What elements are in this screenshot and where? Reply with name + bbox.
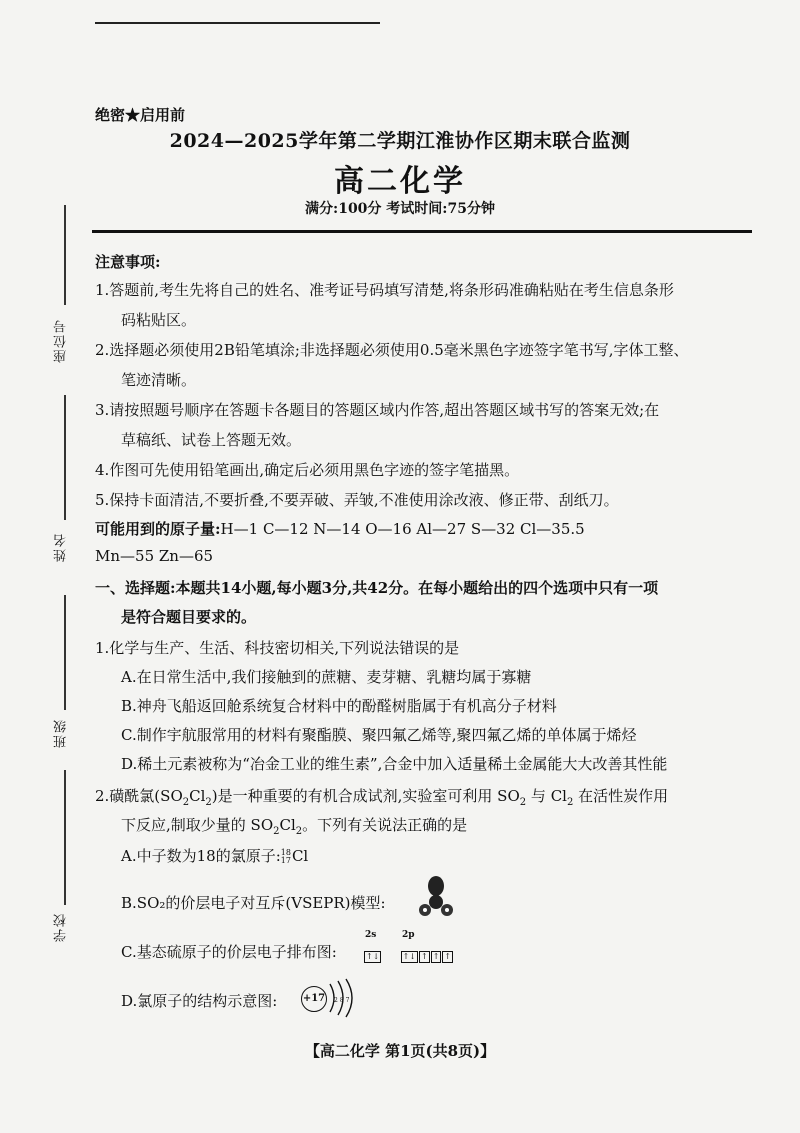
- q1-option-c: C.制作宇航服常用的材料有聚酯膜、聚四氟乙烯等,聚四氟乙烯的单体属于烯烃: [121, 726, 637, 744]
- orbital-box: ↑↓: [366, 952, 380, 961]
- section1-title: 一、选择题:本题共14小题,每小题3分,共42分。在每小题给出的四个选项中只有一项: [95, 579, 659, 597]
- note-line: 草稿纸、试卷上答题无效。: [121, 431, 302, 449]
- q2-option-c: [121, 941, 337, 962]
- nucleus-icon: +17: [301, 986, 327, 1012]
- isotope-mass-number: 18: [280, 848, 291, 857]
- class-rule: [64, 595, 66, 710]
- q2-stem-part: 2.磺酰氯(: [95, 787, 161, 805]
- atomic-masses-line2: Mn—55 Zn—65: [95, 547, 214, 565]
- q2-stem-cont: 下反应,制取少量的 $SO_2Cl_2$。下列有关说法正确的是: [121, 816, 468, 837]
- q2-stem-part: 在活性炭作用: [578, 787, 669, 805]
- page-footer: 【高二化学 第1页(共8页)】: [304, 1042, 496, 1060]
- q2-option-b-text: B.SO₂的价层电子对互斥(VSEPR)模型:: [121, 894, 386, 912]
- note-line: 5.保持卡面清洁,不要折叠,不要弄破、弄皱,不准使用涂改液、修正带、刮纸刀。: [95, 491, 619, 509]
- note-line: 笔迹清晰。: [121, 371, 197, 389]
- orbital-box: ↑: [421, 952, 428, 961]
- atomic-masses-label: 可能用到的原子量:: [95, 520, 221, 538]
- school-label: 学校: [54, 912, 69, 942]
- orbital-2s-label: 2s: [365, 930, 377, 940]
- header-rule: [92, 230, 752, 233]
- orbital-box: ↑: [444, 952, 452, 961]
- q1-option-a: A.在日常生活中,我们接触到的蔗糖、麦芽糖、乳糖均属于寡糖: [121, 668, 532, 686]
- q2-option-a: [121, 845, 308, 866]
- q1-option-d: D.稀土元素被称为“冶金工业的维生素”,合金中加入适量稀土金属能大大改善其性能: [121, 755, 668, 773]
- orbital-2p-label: 2p: [402, 930, 415, 940]
- section1-title-cont: 是符合题目要求的。: [121, 608, 257, 626]
- q2-option-a-text: A.中子数为18的氯原子:: [121, 847, 281, 865]
- atomic-masses-line1: [95, 518, 585, 539]
- orbital-box: ↑↓: [402, 952, 416, 961]
- note-line: 3.请按照题号顺序在答题卡各题目的答题区域内作答,超出答题区域书写的答案无效;在: [95, 401, 660, 419]
- subject-title: 高二化学: [334, 164, 466, 199]
- q2-stem-part: 与: [530, 787, 546, 805]
- q2-option-d-text: D.氯原子的结构示意图:: [121, 992, 278, 1010]
- q1-option-b: B.神舟飞船返回舱系统复合材料中的酚醛树脂属于有机高分子材料: [121, 697, 557, 715]
- atomic-masses-values: H—1 C—12 N—14 O—16 Al—27 S—32 Cl—35.5: [220, 520, 585, 538]
- exam-title: 2024—2025学年第二学期江淮协作区期末联合监测: [169, 130, 631, 152]
- electron-counts: 287: [334, 997, 352, 1004]
- note-line: 1.答题前,考生先将自己的姓名、准考证号码填写清楚,将条形码准确粘贴在考生信息条形: [95, 281, 674, 299]
- note-line: 码粘贴区。: [121, 311, 197, 329]
- note-line: 2.选择题必须使用2B铅笔填涂;非选择题必须使用0.5毫米黑色字迹签字笔书写,字体工整、: [95, 341, 689, 359]
- name-label: 姓名: [54, 532, 69, 562]
- q2-stem-part: )是一种重要的有机合成试剂,实验室可利用: [211, 787, 493, 805]
- q2-stem-part: 。下列有关说法正确的是: [302, 816, 468, 834]
- note-line: 4.作图可先使用铅笔画出,确定后必须用黑色字迹的签字笔描黑。: [95, 461, 520, 479]
- notes-title: 注意事项:: [95, 253, 161, 271]
- secret-label: 绝密★启用前: [95, 106, 186, 124]
- q2-option-b: [121, 892, 386, 913]
- q2-stem: 2.磺酰氯$(SO_2Cl_2)$是一种重要的有机合成试剂,实验室可利用 $SO_2$ 与 $Cl_2$ 在活性炭作用: [95, 787, 669, 808]
- q2-option-c-text: C.基态硫原子的价层电子排布图:: [121, 943, 337, 961]
- orbital-diagram: [364, 944, 454, 963]
- top-rule: [95, 22, 380, 24]
- seat-rule: [64, 205, 66, 305]
- q1-stem: 1.化学与生产、生活、科技密切相关,下列说法错误的是: [95, 639, 460, 657]
- orbital-box: ↑: [432, 952, 440, 961]
- vsepr-model-icon: [415, 874, 457, 918]
- q2-option-d: [121, 990, 277, 1011]
- name-rule: [64, 395, 66, 520]
- class-label: 班级: [54, 718, 69, 748]
- q2-stem-part: 下反应,制取少量的: [121, 816, 246, 834]
- score-info: 满分:100分 考试时间:75分钟: [305, 201, 495, 217]
- isotope-atomic-number: 17: [280, 856, 291, 865]
- isotope-symbol: Cl: [291, 847, 309, 865]
- school-rule: [64, 770, 66, 905]
- seat-label: 座位号: [54, 318, 69, 363]
